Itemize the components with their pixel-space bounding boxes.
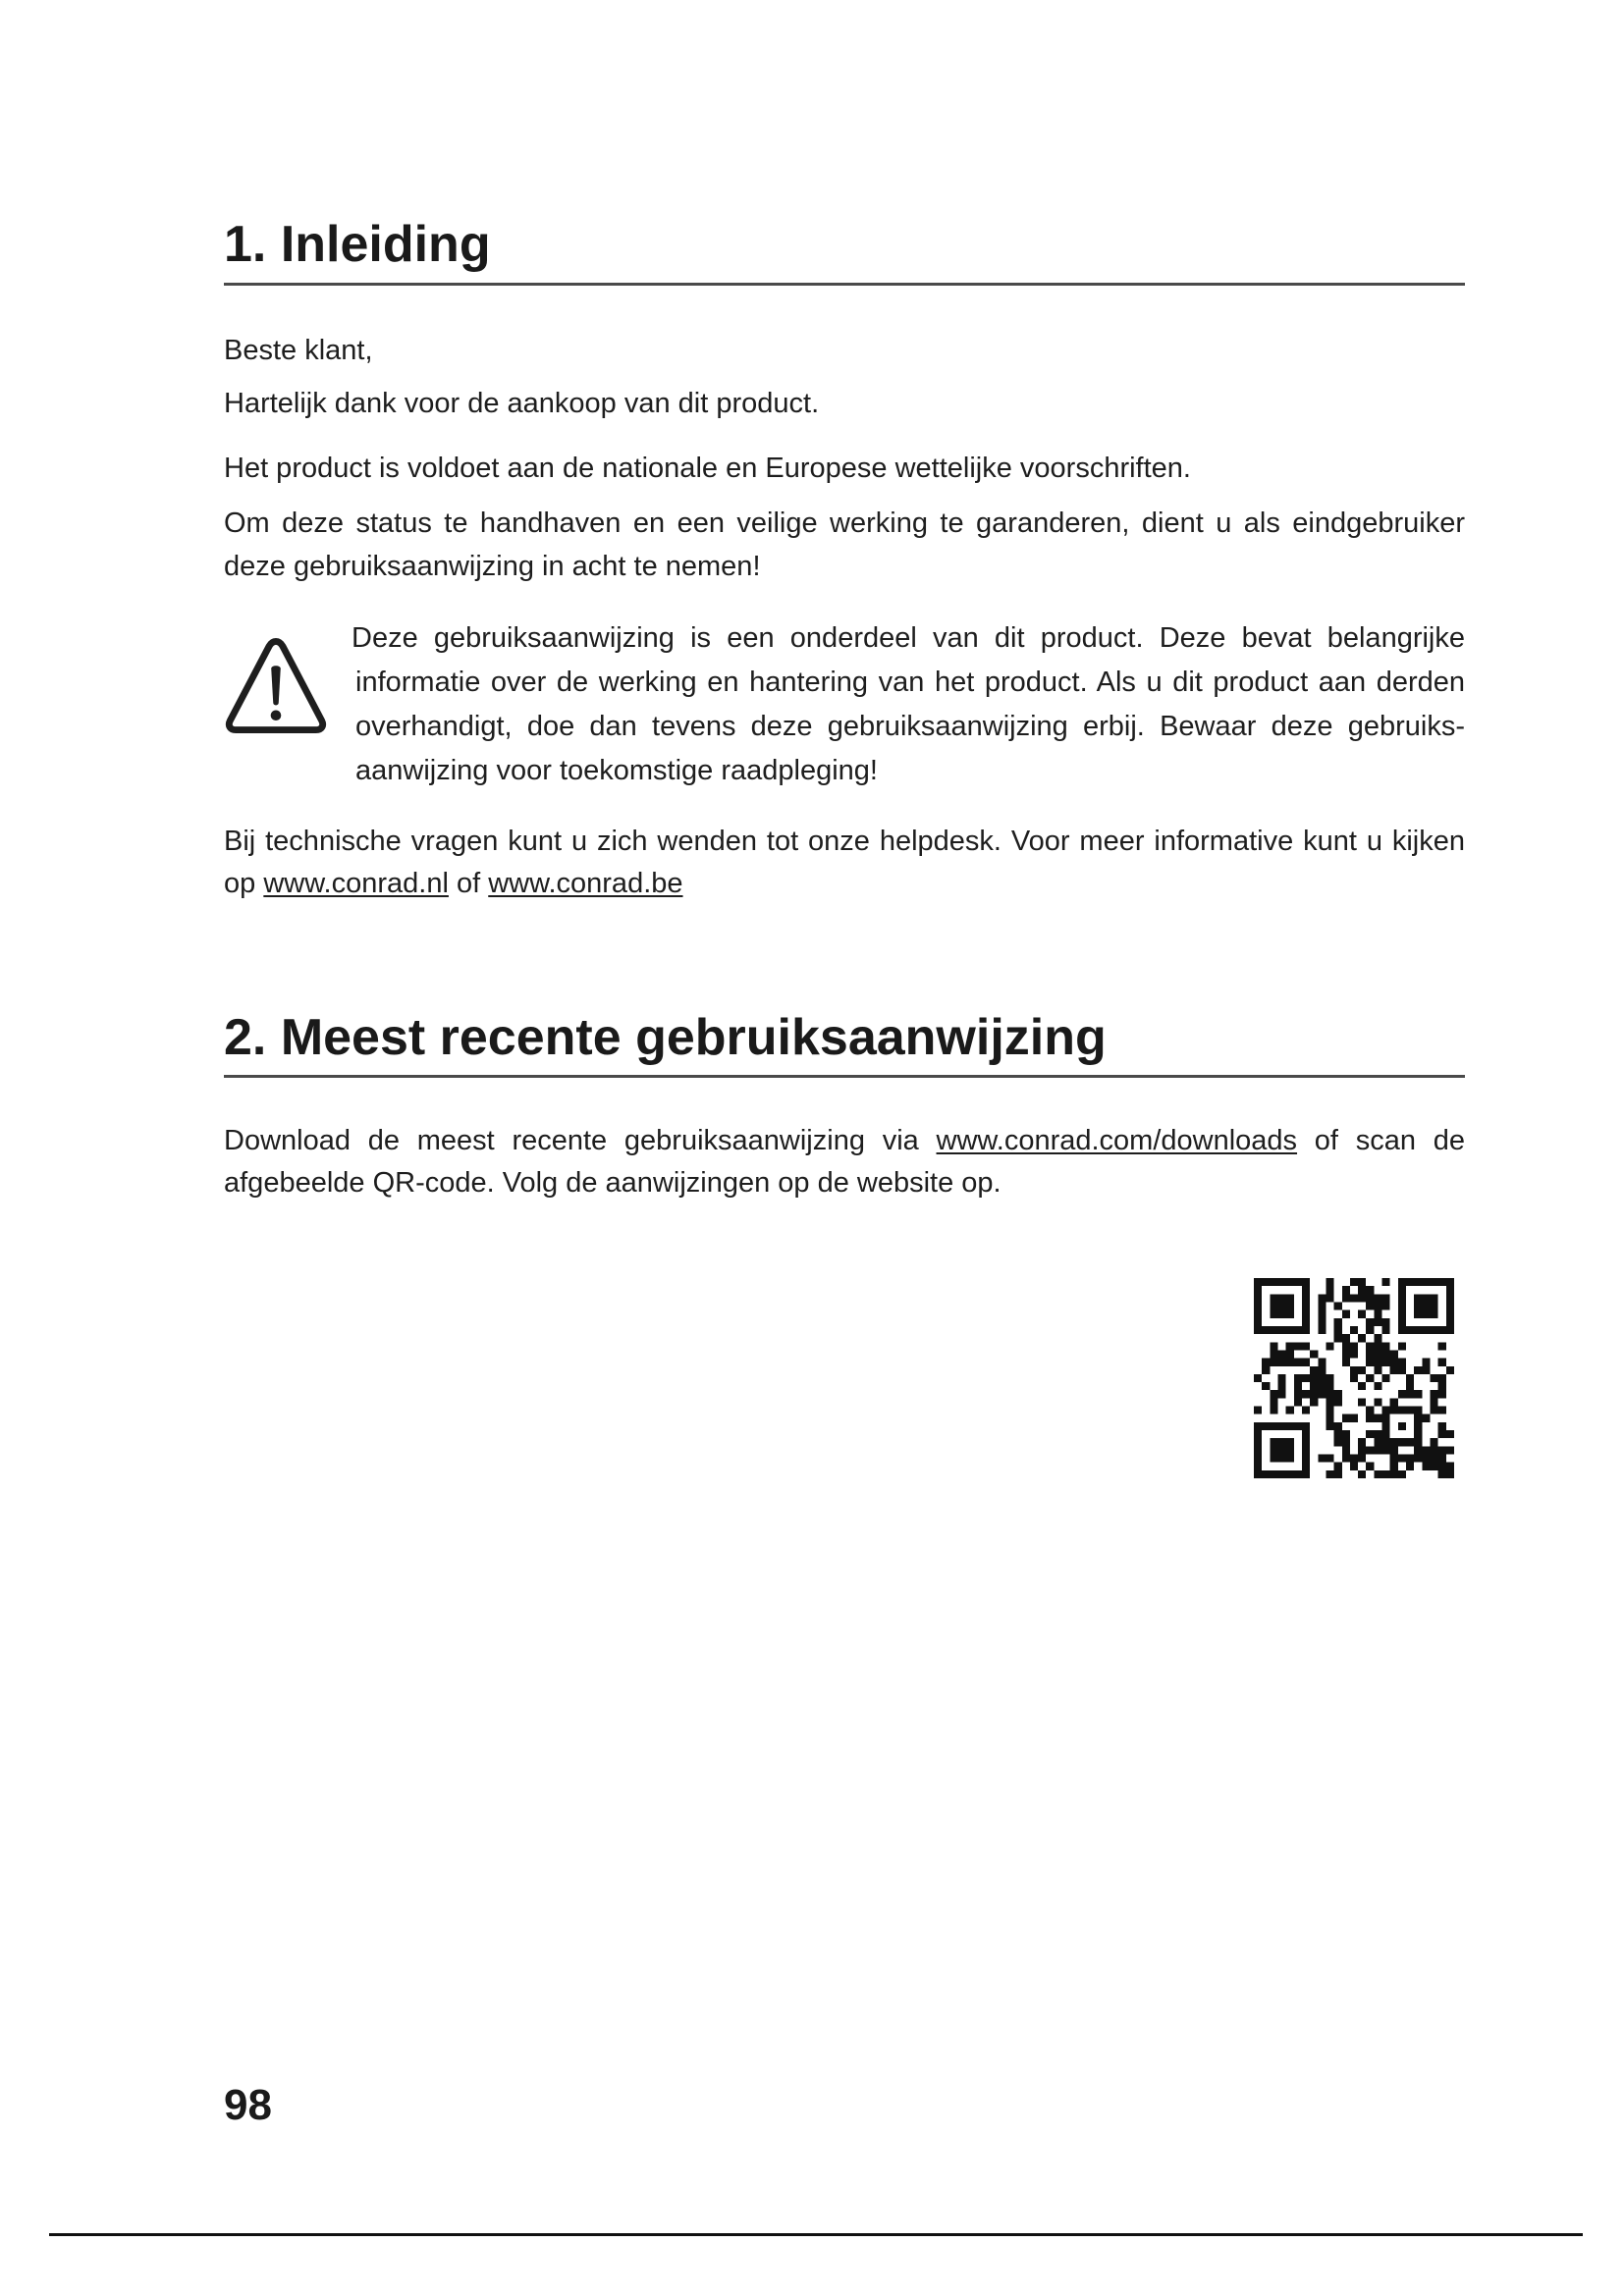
- conrad-downloads-link[interactable]: www.conrad.com/downloads: [936, 1125, 1298, 1156]
- compliance-paragraph: [224, 447, 1465, 490]
- section-1-heading-rule: [224, 283, 1465, 286]
- greeting-text: Beste klant,: [224, 335, 373, 366]
- page-number: 98: [224, 2081, 272, 2129]
- warning-paragraph: [352, 616, 1465, 793]
- support-prefix: op: [224, 868, 256, 899]
- warning-triangle-icon: [224, 634, 328, 736]
- download-line-2: afgebeelde QR-code. Volg de aanwijzingen op de website op.: [224, 1167, 1001, 1199]
- thanks-text: Hartelijk dank voor de aankoop van dit product.: [224, 388, 820, 419]
- greeting-paragraph: [224, 329, 1465, 372]
- support-paragraph: [224, 821, 1465, 905]
- thanks-paragraph: [224, 382, 1465, 425]
- download-suffix: of scan de: [1314, 1125, 1465, 1156]
- download-line-1: [224, 1120, 1465, 1162]
- warning-line-1: Deze gebruiksaanwijzing is een onderdeel van dit product. Deze bevat belangrijke: [352, 622, 1465, 654]
- download-prefix: Download de meest recente gebruiksaanwijzing via: [224, 1125, 919, 1156]
- warning-line-2: informatie over de werking en hantering van het product. Als u dit product aan derden: [355, 667, 1465, 698]
- compliance-text: Het product is voldoet aan de nationale en Europese wettelijke voorschriften.: [224, 453, 1191, 484]
- conrad-nl-link[interactable]: www.conrad.nl: [263, 868, 449, 899]
- status-line-2: deze gebruiksaanwijzing in acht te nemen!: [224, 551, 761, 582]
- warning-exclamation-dot: [271, 710, 282, 721]
- status-line-1: Om deze status te handhaven en een veilige werking te garanderen, dient u als eindgebruiker: [224, 507, 1465, 539]
- support-line-2: [224, 863, 1465, 905]
- warning-exclamation-bar: [271, 666, 281, 705]
- section-2-heading: 2. Meest recente gebruiksaanwijzing: [224, 1009, 1107, 1066]
- support-middle: of: [456, 868, 481, 899]
- status-paragraph: [224, 502, 1465, 588]
- section-2-heading-rule: [224, 1075, 1465, 1078]
- section-1-heading: 1. Inleiding: [224, 216, 491, 273]
- warning-line-3: overhandigt, doe dan tevens deze gebruiksaanwijzing erbij. Bewaar deze gebruiks-: [355, 711, 1465, 742]
- footer-rule: [49, 2233, 1583, 2236]
- download-paragraph: [224, 1120, 1465, 1204]
- conrad-be-link[interactable]: www.conrad.be: [488, 868, 683, 899]
- warning-line-4: aanwijzing voor toekomstige raadpleging!: [355, 755, 878, 786]
- qr-code-icon[interactable]: [1254, 1278, 1454, 1478]
- support-line-1: Bij technische vragen kunt u zich wenden tot onze helpdesk. Voor meer informative kunt u kijken: [224, 826, 1465, 857]
